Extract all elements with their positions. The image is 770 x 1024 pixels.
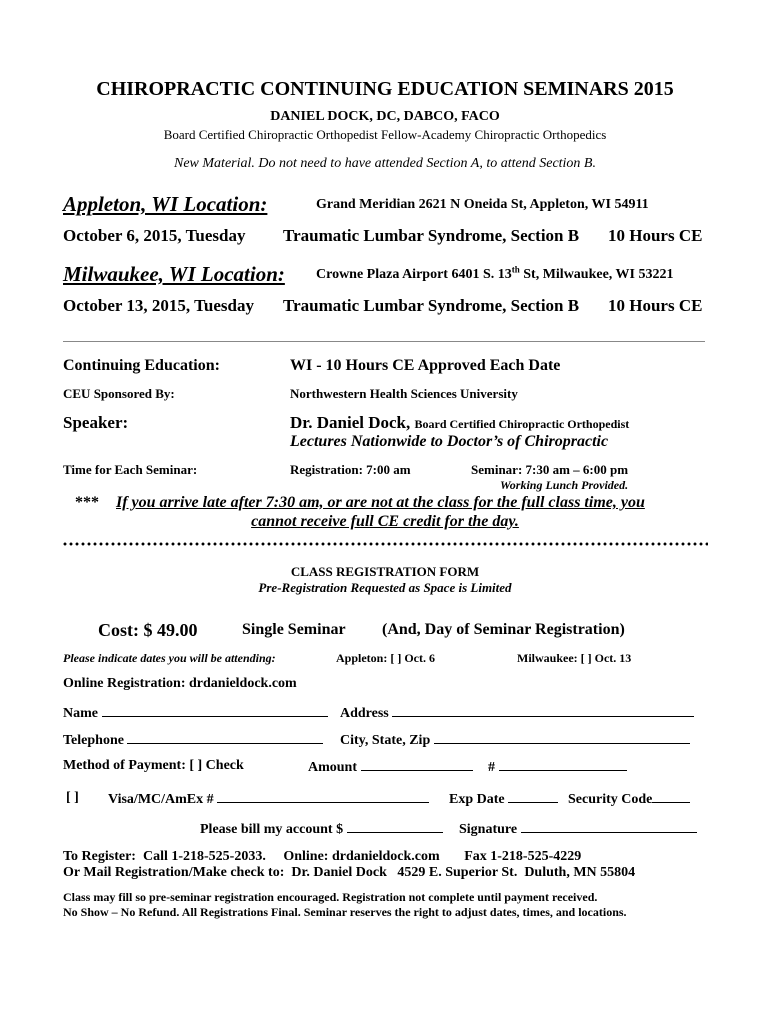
page-title: CHIROPRACTIC CONTINUING EDUCATION SEMINARS 2015 <box>96 78 674 100</box>
amount-field[interactable]: Amount <box>308 758 473 776</box>
milwaukee-hours: 10 Hours CE <box>608 296 703 315</box>
appleton-venue: Grand Meridian 2621 N Oneida St, Appleton, WI 54911 <box>316 197 649 212</box>
name-field[interactable]: Name <box>63 704 328 722</box>
check-number-field[interactable]: # <box>488 758 627 776</box>
address-field[interactable]: Address <box>340 704 694 722</box>
warning-stars: *** <box>75 494 99 511</box>
mail-registration-line: Or Mail Registration/Make check to: Dr. Daniel Dock 4529 E. Superior St. Duluth, MN 55804 <box>63 865 636 880</box>
policy-line-1: Class may fill so pre-seminar registration encouraged. Registration not complete until payment received. <box>63 890 598 904</box>
presenter-name: DANIEL DOCK, DC, DABCO, FACO <box>270 109 500 124</box>
appleton-course: Traumatic Lumbar Syndrome, Section B <box>283 226 580 245</box>
ce-value: WI - 10 Hours CE Approved Each Date <box>290 357 561 374</box>
section-note: New Material. Do not need to have attended Section A, to attend Section B. <box>174 156 596 171</box>
warning-line-1: If you arrive late after 7:30 am, or are not at the class for the full class time, you <box>116 494 645 511</box>
register-contact-line: To Register: Call 1-218-525-2033. Online: drdanieldock.com Fax 1-218-525-4229 <box>63 849 582 864</box>
milwaukee-location-label: Milwaukee, WI Location: <box>63 262 285 286</box>
indicate-dates-label: Please indicate dates you will be attending: <box>63 651 276 665</box>
milwaukee-checkbox[interactable]: Milwaukee: [ ] Oct. 13 <box>517 651 632 665</box>
online-registration: Online Registration: drdanieldock.com <box>63 676 297 691</box>
bill-account-field[interactable]: Please bill my account $ <box>200 820 443 838</box>
day-of-registration-label: (And, Day of Seminar Registration) <box>382 621 625 638</box>
section-divider <box>63 341 705 342</box>
speaker-label: Speaker: <box>63 413 129 432</box>
appleton-date: October 6, 2015, Tuesday <box>63 226 246 245</box>
registration-time: Registration: 7:00 am <box>290 462 411 477</box>
form-title: CLASS REGISTRATION FORM <box>290 564 480 579</box>
single-seminar-label: Single Seminar <box>242 621 346 638</box>
form-subtitle: Pre-Registration Requested as Space is Limited <box>258 580 512 595</box>
security-code-field[interactable]: Security Code <box>568 790 690 808</box>
check-payment-checkbox[interactable]: Method of Payment: [ ] Check <box>63 758 244 773</box>
appleton-hours: 10 Hours CE <box>608 226 703 245</box>
milwaukee-date: October 13, 2015, Tuesday <box>63 296 254 315</box>
warning-line-2: cannot receive full CE credit for the day. <box>251 513 519 530</box>
milwaukee-venue: Crowne Plaza Airport 6401 S. 13th St, Milwaukee, WI 53221 <box>316 264 674 282</box>
milwaukee-course: Traumatic Lumbar Syndrome, Section B <box>283 296 580 315</box>
card-number-field[interactable]: Visa/MC/AmEx # <box>108 790 429 808</box>
speaker-lectures: Lectures Nationwide to Doctor’s of Chiropractic <box>290 433 609 450</box>
ceu-value: Northwestern Health Sciences University <box>290 386 518 401</box>
exp-date-field[interactable]: Exp Date <box>449 790 558 808</box>
seminar-time: Seminar: 7:30 am – 6:00 pm <box>471 462 629 477</box>
signature-field[interactable]: Signature <box>459 820 697 838</box>
dotted-divider <box>62 542 708 546</box>
ce-label: Continuing Education: <box>63 357 220 374</box>
ceu-label: CEU Sponsored By: <box>63 386 175 401</box>
time-label: Time for Each Seminar: <box>63 462 198 477</box>
telephone-field[interactable]: Telephone <box>63 731 323 749</box>
appleton-location-label: Appleton, WI Location: <box>63 192 268 216</box>
city-state-zip-field[interactable]: City, State, Zip <box>340 731 690 749</box>
policy-line-2: No Show – No Refund. All Registrations Final. Seminar reserves the right to adjust dates, times, and locations. <box>63 905 627 919</box>
cost: Cost: $ 49.00 <box>98 620 198 640</box>
card-payment-checkbox[interactable]: [ ] <box>66 790 79 805</box>
presenter-credentials: Board Certified Chiropractic Orthopedist Fellow-Academy Chiropractic Orthopedics <box>163 127 607 142</box>
appleton-checkbox[interactable]: Appleton: [ ] Oct. 6 <box>336 651 435 665</box>
lunch-note: Working Lunch Provided. <box>500 478 629 492</box>
speaker-name: Dr. Daniel Dock, Board Certified Chiropractic Orthopedist <box>290 413 630 432</box>
